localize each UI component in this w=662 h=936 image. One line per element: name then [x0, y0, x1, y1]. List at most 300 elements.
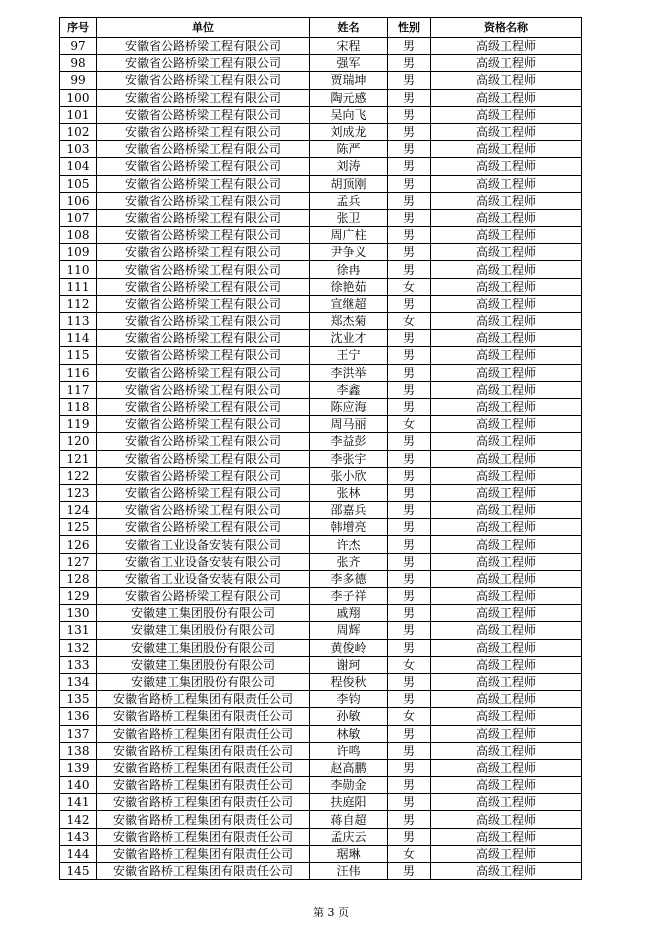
cell-unit: 安徽省公路桥梁工程有限公司 [97, 347, 310, 364]
cell-name: 李益彭 [310, 433, 388, 450]
cell-gender: 男 [388, 261, 431, 278]
cell-unit: 安徽省公路桥梁工程有限公司 [97, 209, 310, 226]
cell-name: 谢珂 [310, 656, 388, 673]
table-row [60, 106, 582, 123]
cell-gender: 男 [388, 570, 431, 587]
cell-seq: 117 [60, 381, 97, 398]
cell-unit: 安徽省路桥工程集团有限责任公司 [97, 759, 310, 776]
cell-title: 高级工程师 [431, 227, 582, 244]
cell-seq: 123 [60, 484, 97, 501]
cell-unit: 安徽省公路桥梁工程有限公司 [97, 175, 310, 192]
cell-name: 韩增亮 [310, 519, 388, 536]
cell-name: 赵高鹏 [310, 759, 388, 776]
cell-name: 张林 [310, 484, 388, 501]
cell-gender: 男 [388, 622, 431, 639]
table-row [60, 605, 582, 622]
cell-unit: 安徽省公路桥梁工程有限公司 [97, 123, 310, 140]
cell-name: 林敏 [310, 725, 388, 742]
table-row [60, 450, 582, 467]
cell-unit: 安徽建工集团股份有限公司 [97, 656, 310, 673]
cell-seq: 133 [60, 656, 97, 673]
cell-seq: 110 [60, 261, 97, 278]
cell-unit: 安徽省公路桥梁工程有限公司 [97, 72, 310, 89]
cell-gender: 男 [388, 759, 431, 776]
cell-title: 高级工程师 [431, 605, 582, 622]
cell-name: 徐艳茹 [310, 278, 388, 295]
cell-unit: 安徽省公路桥梁工程有限公司 [97, 364, 310, 381]
table-row [60, 673, 582, 690]
cell-unit: 安徽省公路桥梁工程有限公司 [97, 381, 310, 398]
cell-title: 高级工程师 [431, 519, 582, 536]
cell-seq: 127 [60, 553, 97, 570]
cell-name: 周广柱 [310, 227, 388, 244]
cell-title: 高级工程师 [431, 244, 582, 261]
cell-unit: 安徽省路桥工程集团有限责任公司 [97, 691, 310, 708]
roster-sheet [59, 17, 581, 880]
cell-gender: 男 [388, 433, 431, 450]
cell-title: 高级工程师 [431, 106, 582, 123]
cell-seq: 98 [60, 55, 97, 72]
header-unit: 单位 [97, 18, 310, 38]
cell-name: 程俊秋 [310, 673, 388, 690]
cell-seq: 132 [60, 639, 97, 656]
cell-unit: 安徽省路桥工程集团有限责任公司 [97, 725, 310, 742]
table-row [60, 588, 582, 605]
cell-title: 高级工程师 [431, 141, 582, 158]
cell-title: 高级工程师 [431, 433, 582, 450]
cell-name: 蒋自超 [310, 811, 388, 828]
cell-gender: 男 [388, 106, 431, 123]
cell-name: 李洪举 [310, 364, 388, 381]
cell-gender: 男 [388, 227, 431, 244]
cell-title: 高级工程师 [431, 416, 582, 433]
table-row [60, 845, 582, 862]
cell-gender: 男 [388, 467, 431, 484]
cell-seq: 114 [60, 330, 97, 347]
cell-gender: 男 [388, 55, 431, 72]
cell-title: 高级工程师 [431, 673, 582, 690]
cell-name: 强军 [310, 55, 388, 72]
cell-seq: 139 [60, 759, 97, 776]
cell-gender: 男 [388, 175, 431, 192]
cell-seq: 130 [60, 605, 97, 622]
cell-title: 高级工程师 [431, 742, 582, 759]
cell-title: 高级工程师 [431, 123, 582, 140]
cell-seq: 142 [60, 811, 97, 828]
cell-unit: 安徽省公路桥梁工程有限公司 [97, 398, 310, 415]
cell-title: 高级工程师 [431, 209, 582, 226]
cell-seq: 144 [60, 845, 97, 862]
cell-gender: 男 [388, 742, 431, 759]
cell-seq: 103 [60, 141, 97, 158]
cell-gender: 男 [388, 777, 431, 794]
cell-unit: 安徽建工集团股份有限公司 [97, 639, 310, 656]
table-row [60, 433, 582, 450]
cell-gender: 男 [388, 347, 431, 364]
cell-unit: 安徽省公路桥梁工程有限公司 [97, 158, 310, 175]
cell-unit: 安徽省公路桥梁工程有限公司 [97, 261, 310, 278]
cell-title: 高级工程师 [431, 278, 582, 295]
cell-seq: 138 [60, 742, 97, 759]
cell-unit: 安徽省公路桥梁工程有限公司 [97, 484, 310, 501]
cell-seq: 106 [60, 192, 97, 209]
cell-unit: 安徽省路桥工程集团有限责任公司 [97, 742, 310, 759]
cell-gender: 男 [388, 72, 431, 89]
cell-seq: 105 [60, 175, 97, 192]
cell-title: 高级工程师 [431, 553, 582, 570]
cell-seq: 141 [60, 794, 97, 811]
cell-name: 陈严 [310, 141, 388, 158]
table-row [60, 553, 582, 570]
cell-name: 李张宇 [310, 450, 388, 467]
cell-seq: 126 [60, 536, 97, 553]
cell-seq: 108 [60, 227, 97, 244]
table-row [60, 742, 582, 759]
cell-gender: 女 [388, 278, 431, 295]
cell-gender: 女 [388, 845, 431, 862]
table-row [60, 89, 582, 106]
cell-name: 戚翔 [310, 605, 388, 622]
cell-title: 高级工程师 [431, 622, 582, 639]
cell-title: 高级工程师 [431, 845, 582, 862]
cell-unit: 安徽省公路桥梁工程有限公司 [97, 227, 310, 244]
cell-gender: 男 [388, 209, 431, 226]
cell-unit: 安徽省路桥工程集团有限责任公司 [97, 708, 310, 725]
header-seq: 序号 [60, 18, 97, 38]
cell-name: 刘涛 [310, 158, 388, 175]
cell-gender: 男 [388, 691, 431, 708]
table-row [60, 759, 582, 776]
cell-gender: 女 [388, 313, 431, 330]
cell-unit: 安徽省公路桥梁工程有限公司 [97, 89, 310, 106]
cell-name: 李勋金 [310, 777, 388, 794]
cell-gender: 男 [388, 398, 431, 415]
cell-seq: 118 [60, 398, 97, 415]
table-row [60, 536, 582, 553]
table-row [60, 811, 582, 828]
table-row [60, 364, 582, 381]
cell-gender: 男 [388, 38, 431, 55]
cell-gender: 女 [388, 708, 431, 725]
cell-seq: 143 [60, 828, 97, 845]
cell-unit: 安徽建工集团股份有限公司 [97, 673, 310, 690]
cell-title: 高级工程师 [431, 261, 582, 278]
table-row [60, 622, 582, 639]
cell-unit: 安徽省工业设备安装有限公司 [97, 570, 310, 587]
cell-seq: 107 [60, 209, 97, 226]
cell-seq: 113 [60, 313, 97, 330]
cell-seq: 135 [60, 691, 97, 708]
cell-name: 沈业才 [310, 330, 388, 347]
cell-seq: 111 [60, 278, 97, 295]
cell-seq: 119 [60, 416, 97, 433]
cell-unit: 安徽省工业设备安装有限公司 [97, 536, 310, 553]
cell-unit: 安徽省公路桥梁工程有限公司 [97, 330, 310, 347]
cell-seq: 104 [60, 158, 97, 175]
cell-title: 高级工程师 [431, 89, 582, 106]
cell-title: 高级工程师 [431, 295, 582, 312]
cell-unit: 安徽省公路桥梁工程有限公司 [97, 295, 310, 312]
table-row [60, 398, 582, 415]
cell-name: 李多德 [310, 570, 388, 587]
table-row [60, 863, 582, 880]
cell-title: 高级工程师 [431, 38, 582, 55]
cell-gender: 男 [388, 330, 431, 347]
cell-name: 贾瑞坤 [310, 72, 388, 89]
cell-gender: 男 [388, 123, 431, 140]
cell-gender: 男 [388, 484, 431, 501]
cell-unit: 安徽省公路桥梁工程有限公司 [97, 502, 310, 519]
cell-seq: 99 [60, 72, 97, 89]
cell-name: 扶庭阳 [310, 794, 388, 811]
cell-unit: 安徽建工集团股份有限公司 [97, 605, 310, 622]
cell-unit: 安徽省公路桥梁工程有限公司 [97, 450, 310, 467]
cell-gender: 男 [388, 364, 431, 381]
page-number: 第 3 页 [313, 906, 349, 919]
cell-name: 徐冉 [310, 261, 388, 278]
cell-title: 高级工程师 [431, 175, 582, 192]
cell-seq: 112 [60, 295, 97, 312]
cell-seq: 124 [60, 502, 97, 519]
cell-seq: 140 [60, 777, 97, 794]
cell-gender: 男 [388, 605, 431, 622]
cell-seq: 128 [60, 570, 97, 587]
cell-name: 琚琳 [310, 845, 388, 862]
table-row [60, 313, 582, 330]
cell-name: 李鑫 [310, 381, 388, 398]
cell-seq: 116 [60, 364, 97, 381]
cell-seq: 100 [60, 89, 97, 106]
table-row [60, 570, 582, 587]
cell-name: 张卫 [310, 209, 388, 226]
cell-name: 汪伟 [310, 863, 388, 880]
cell-seq: 137 [60, 725, 97, 742]
table-row [60, 141, 582, 158]
cell-unit: 安徽省路桥工程集团有限责任公司 [97, 811, 310, 828]
cell-seq: 121 [60, 450, 97, 467]
table-row [60, 227, 582, 244]
cell-name: 陶元感 [310, 89, 388, 106]
cell-seq: 136 [60, 708, 97, 725]
cell-name: 宋程 [310, 38, 388, 55]
cell-name: 宣继超 [310, 295, 388, 312]
cell-gender: 男 [388, 863, 431, 880]
cell-unit: 安徽省路桥工程集团有限责任公司 [97, 863, 310, 880]
cell-seq: 97 [60, 38, 97, 55]
cell-seq: 145 [60, 863, 97, 880]
cell-title: 高级工程师 [431, 708, 582, 725]
table-row [60, 123, 582, 140]
cell-title: 高级工程师 [431, 811, 582, 828]
cell-title: 高级工程师 [431, 330, 582, 347]
table-row [60, 777, 582, 794]
cell-title: 高级工程师 [431, 691, 582, 708]
cell-gender: 男 [388, 811, 431, 828]
cell-name: 孟庆云 [310, 828, 388, 845]
cell-title: 高级工程师 [431, 450, 582, 467]
cell-title: 高级工程师 [431, 759, 582, 776]
cell-unit: 安徽省公路桥梁工程有限公司 [97, 313, 310, 330]
table-row [60, 209, 582, 226]
cell-title: 高级工程师 [431, 502, 582, 519]
cell-seq: 125 [60, 519, 97, 536]
cell-name: 胡顶刚 [310, 175, 388, 192]
cell-title: 高级工程师 [431, 313, 582, 330]
cell-unit: 安徽省公路桥梁工程有限公司 [97, 55, 310, 72]
cell-unit: 安徽省公路桥梁工程有限公司 [97, 38, 310, 55]
cell-title: 高级工程师 [431, 863, 582, 880]
cell-gender: 男 [388, 381, 431, 398]
cell-title: 高级工程师 [431, 588, 582, 605]
table-row [60, 828, 582, 845]
cell-name: 许杰 [310, 536, 388, 553]
cell-title: 高级工程师 [431, 467, 582, 484]
table-row [60, 656, 582, 673]
cell-name: 邵嘉兵 [310, 502, 388, 519]
cell-unit: 安徽省公路桥梁工程有限公司 [97, 588, 310, 605]
cell-seq: 134 [60, 673, 97, 690]
cell-gender: 男 [388, 502, 431, 519]
cell-name: 李钧 [310, 691, 388, 708]
table-row [60, 158, 582, 175]
table-row [60, 347, 582, 364]
qualification-table [59, 17, 582, 880]
cell-title: 高级工程师 [431, 158, 582, 175]
cell-seq: 115 [60, 347, 97, 364]
cell-title: 高级工程师 [431, 656, 582, 673]
cell-unit: 安徽省工业设备安装有限公司 [97, 553, 310, 570]
table-row [60, 261, 582, 278]
table-row [60, 330, 582, 347]
cell-title: 高级工程师 [431, 777, 582, 794]
table-row [60, 192, 582, 209]
cell-title: 高级工程师 [431, 484, 582, 501]
table-row [60, 725, 582, 742]
cell-title: 高级工程师 [431, 794, 582, 811]
table-header-row [60, 18, 582, 38]
cell-gender: 男 [388, 725, 431, 742]
cell-gender: 男 [388, 673, 431, 690]
cell-unit: 安徽建工集团股份有限公司 [97, 622, 310, 639]
cell-unit: 安徽省路桥工程集团有限责任公司 [97, 828, 310, 845]
cell-name: 张齐 [310, 553, 388, 570]
table-row [60, 502, 582, 519]
cell-title: 高级工程师 [431, 364, 582, 381]
table-row [60, 278, 582, 295]
cell-seq: 102 [60, 123, 97, 140]
cell-unit: 安徽省路桥工程集团有限责任公司 [97, 777, 310, 794]
header-name: 姓名 [310, 18, 388, 38]
header-title: 资格名称 [431, 18, 582, 38]
cell-name: 孟兵 [310, 192, 388, 209]
header-gender: 性别 [388, 18, 431, 38]
cell-gender: 男 [388, 141, 431, 158]
cell-title: 高级工程师 [431, 381, 582, 398]
cell-gender: 男 [388, 244, 431, 261]
cell-title: 高级工程师 [431, 725, 582, 742]
table-row [60, 175, 582, 192]
cell-seq: 131 [60, 622, 97, 639]
cell-title: 高级工程师 [431, 536, 582, 553]
cell-gender: 男 [388, 158, 431, 175]
table-row [60, 416, 582, 433]
table-row [60, 794, 582, 811]
cell-name: 王宁 [310, 347, 388, 364]
cell-title: 高级工程师 [431, 828, 582, 845]
cell-gender: 男 [388, 536, 431, 553]
table-row [60, 708, 582, 725]
cell-name: 吴向飞 [310, 106, 388, 123]
cell-name: 周马丽 [310, 416, 388, 433]
cell-unit: 安徽省路桥工程集团有限责任公司 [97, 845, 310, 862]
cell-name: 周辉 [310, 622, 388, 639]
cell-gender: 男 [388, 89, 431, 106]
cell-unit: 安徽省公路桥梁工程有限公司 [97, 467, 310, 484]
cell-unit: 安徽省公路桥梁工程有限公司 [97, 278, 310, 295]
table-row [60, 691, 582, 708]
table-row [60, 467, 582, 484]
table-row [60, 484, 582, 501]
cell-name: 尹争义 [310, 244, 388, 261]
cell-name: 孙敏 [310, 708, 388, 725]
cell-unit: 安徽省公路桥梁工程有限公司 [97, 244, 310, 261]
table-row [60, 519, 582, 536]
cell-unit: 安徽省公路桥梁工程有限公司 [97, 416, 310, 433]
cell-gender: 男 [388, 450, 431, 467]
cell-name: 张小欣 [310, 467, 388, 484]
cell-gender: 女 [388, 416, 431, 433]
cell-gender: 男 [388, 639, 431, 656]
cell-gender: 男 [388, 519, 431, 536]
cell-seq: 101 [60, 106, 97, 123]
cell-title: 高级工程师 [431, 570, 582, 587]
cell-title: 高级工程师 [431, 639, 582, 656]
table-row [60, 381, 582, 398]
cell-seq: 129 [60, 588, 97, 605]
cell-gender: 男 [388, 192, 431, 209]
cell-name: 黄俊岭 [310, 639, 388, 656]
cell-title: 高级工程师 [431, 192, 582, 209]
cell-unit: 安徽省公路桥梁工程有限公司 [97, 192, 310, 209]
cell-gender: 女 [388, 656, 431, 673]
cell-name: 李子祥 [310, 588, 388, 605]
cell-title: 高级工程师 [431, 347, 582, 364]
cell-name: 刘成龙 [310, 123, 388, 140]
cell-gender: 男 [388, 588, 431, 605]
cell-gender: 男 [388, 295, 431, 312]
table-row [60, 72, 582, 89]
cell-seq: 120 [60, 433, 97, 450]
cell-name: 陈应海 [310, 398, 388, 415]
table-row [60, 38, 582, 55]
table-row [60, 639, 582, 656]
table-body [60, 38, 582, 880]
cell-gender: 男 [388, 794, 431, 811]
table-row [60, 295, 582, 312]
cell-unit: 安徽省公路桥梁工程有限公司 [97, 433, 310, 450]
cell-gender: 男 [388, 553, 431, 570]
cell-unit: 安徽省公路桥梁工程有限公司 [97, 106, 310, 123]
table-row [60, 244, 582, 261]
cell-unit: 安徽省公路桥梁工程有限公司 [97, 519, 310, 536]
table-row [60, 55, 582, 72]
cell-title: 高级工程师 [431, 55, 582, 72]
cell-seq: 109 [60, 244, 97, 261]
cell-seq: 122 [60, 467, 97, 484]
cell-unit: 安徽省路桥工程集团有限责任公司 [97, 794, 310, 811]
cell-name: 许鸣 [310, 742, 388, 759]
cell-unit: 安徽省公路桥梁工程有限公司 [97, 141, 310, 158]
